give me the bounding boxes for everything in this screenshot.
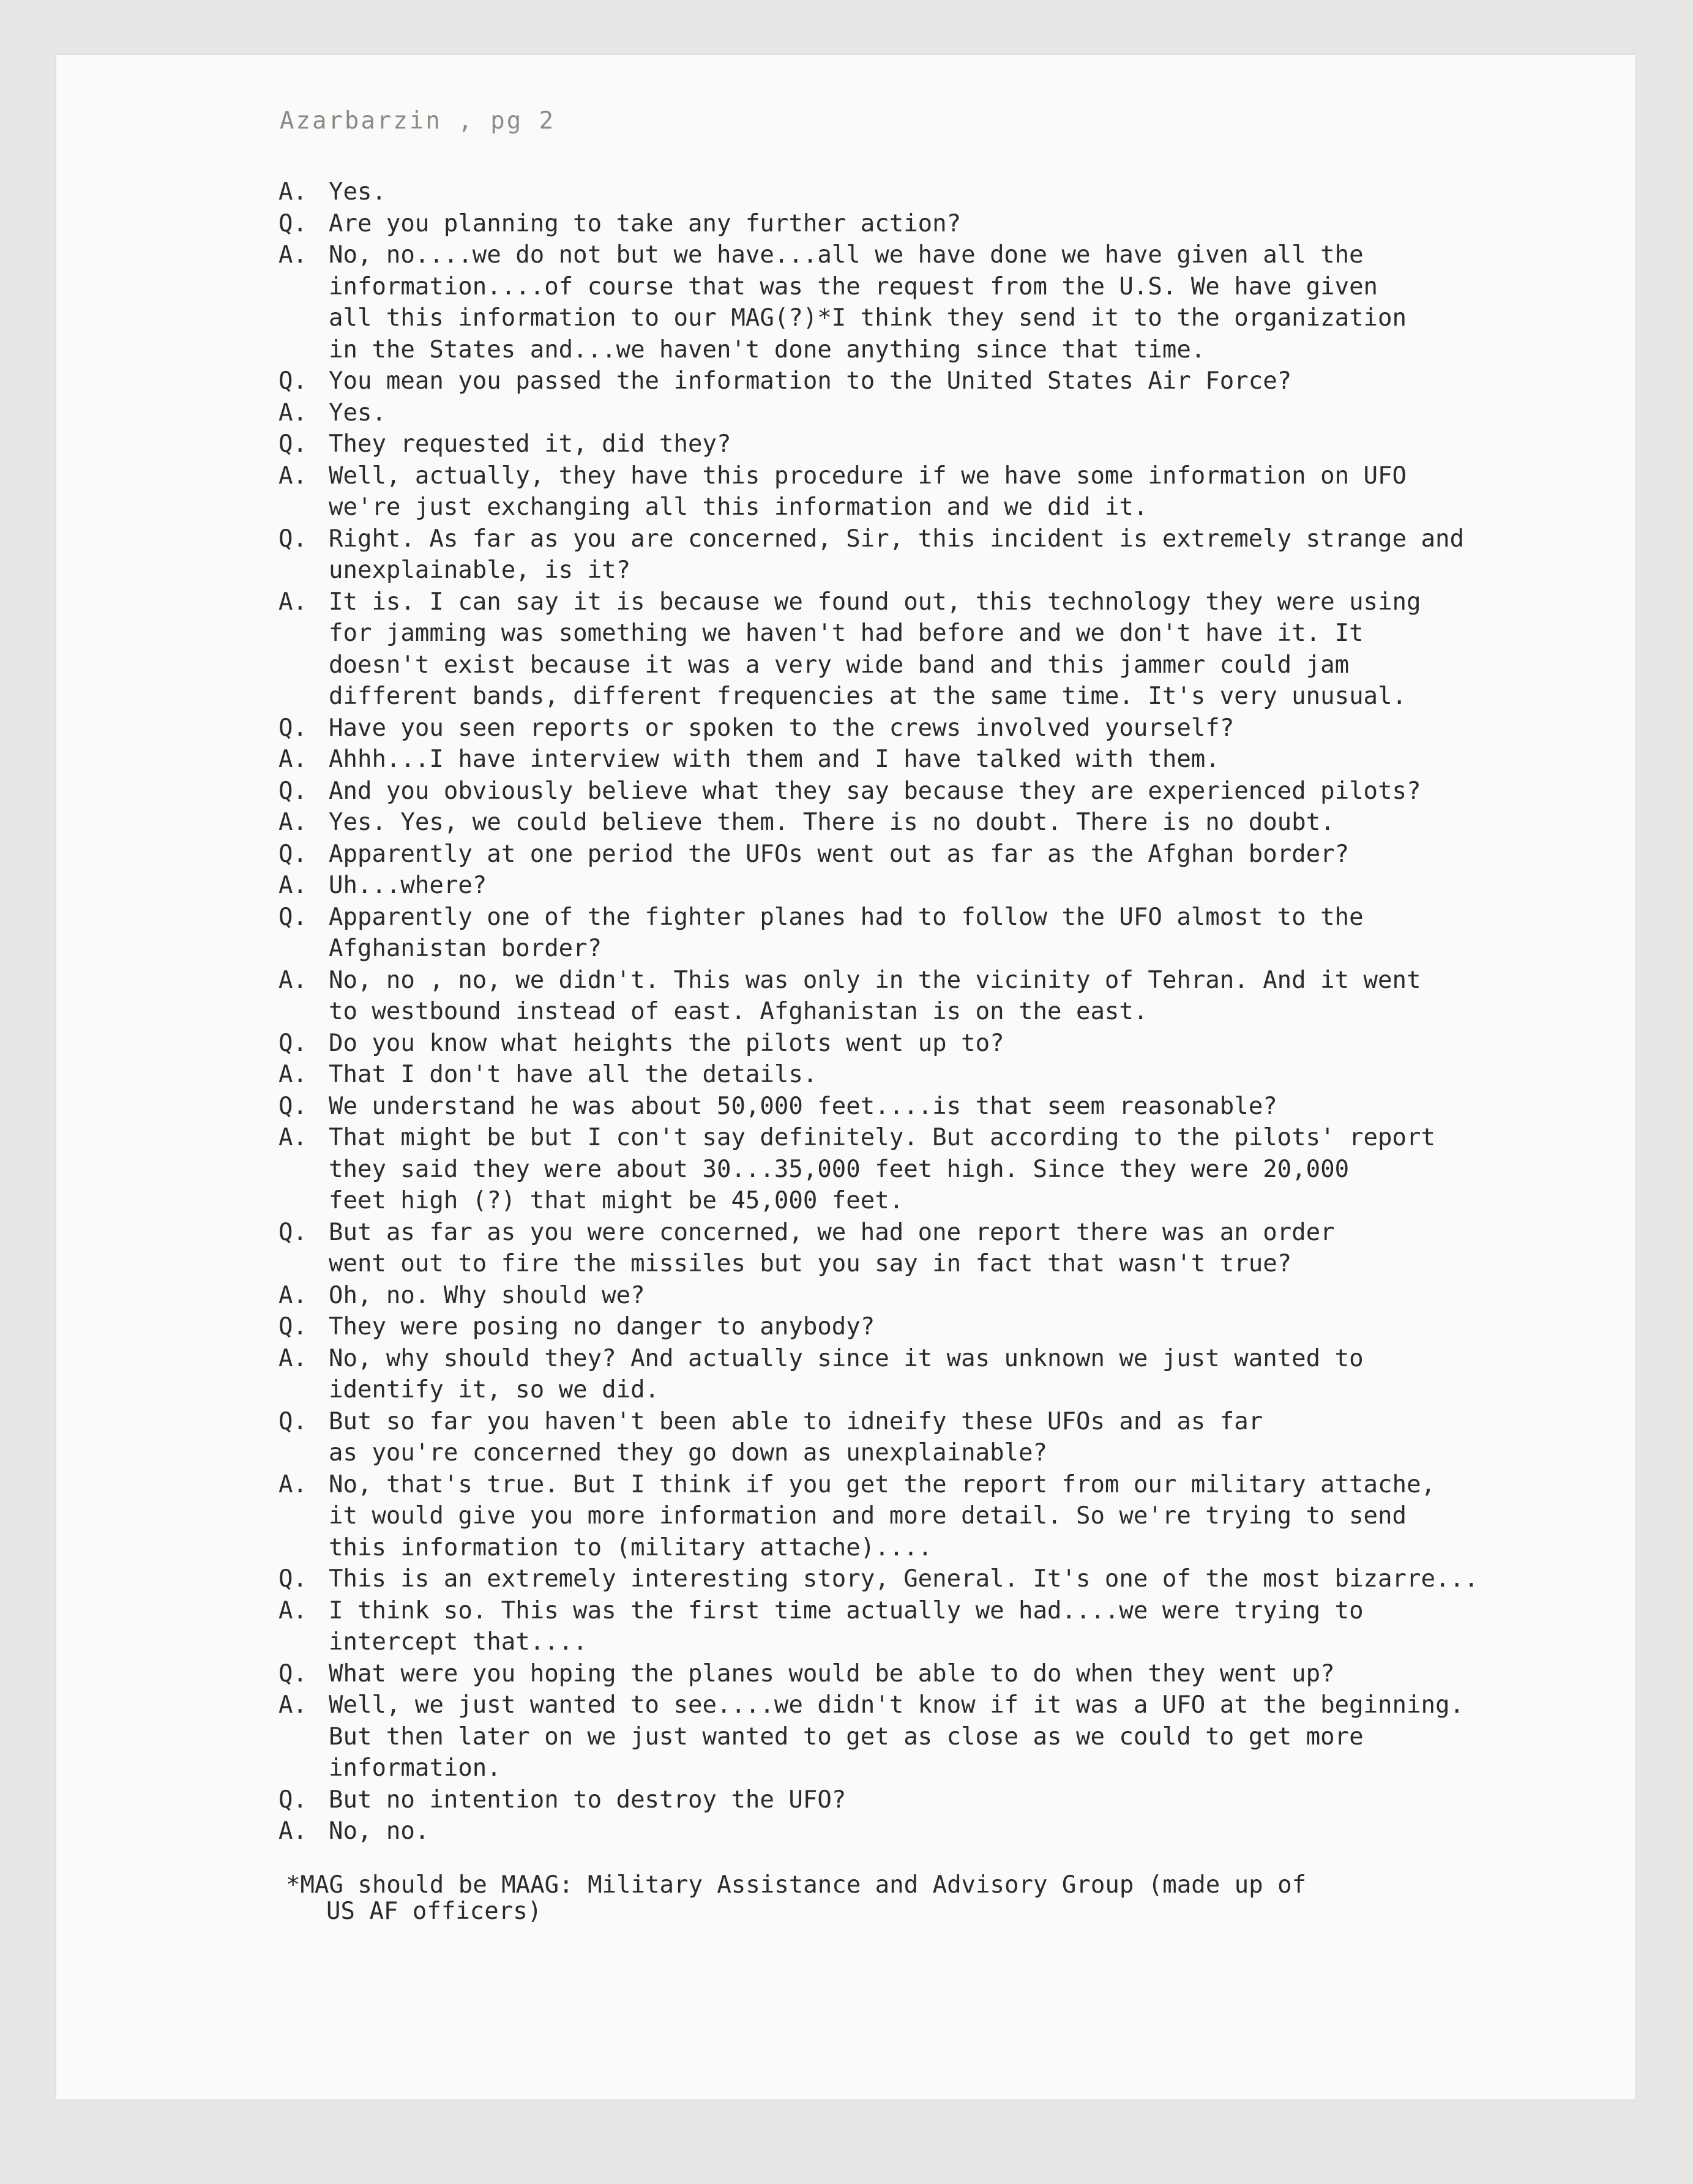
transcript-line: Do you know what heights the pilots went up to? bbox=[329, 1029, 1004, 1057]
footnote-line: *MAG should be MAAG: Military Assistance and Advisory Group (made up of bbox=[286, 1871, 1307, 1899]
transcript-entry bbox=[278, 1406, 1613, 1469]
transcript-line: But then later on we just wanted to get as close as we could to get more bbox=[329, 1722, 1364, 1751]
speaker-label: A. bbox=[278, 462, 307, 490]
transcript-line: Apparently at one period the UFOs went out as far as the Afghan border? bbox=[329, 840, 1350, 868]
transcript-line: No, no , no, we didn't. This was only in the vicinity of Tehran. And it went bbox=[329, 966, 1421, 994]
transcript-line: Right. As far as you are concerned, Sir, this incident is extremely strange and bbox=[329, 525, 1464, 553]
transcript-entry bbox=[278, 1122, 1613, 1217]
transcript-entry bbox=[278, 1028, 1613, 1060]
transcript-line: Ahhh...I have interview with them and I have talked with them. bbox=[329, 746, 1220, 773]
transcript-line: intercept that.... bbox=[329, 1628, 588, 1656]
transcript-entry bbox=[278, 870, 1613, 902]
transcript-line: Yes. bbox=[329, 398, 386, 427]
transcript-entry bbox=[278, 1658, 1613, 1690]
transcript-line: And you obviously believe what they say because they are experienced pilots? bbox=[329, 777, 1421, 805]
transcript-line: doesn't exist because it was a very wide band and this jammer could jam bbox=[329, 651, 1350, 679]
speaker-label: Q. bbox=[278, 1029, 307, 1057]
speaker-label: A. bbox=[278, 872, 307, 899]
transcript-entry bbox=[278, 1563, 1613, 1595]
speaker-label: A. bbox=[278, 1817, 307, 1845]
speaker-label: A. bbox=[278, 1281, 307, 1309]
speaker-label: Q. bbox=[278, 367, 307, 395]
speaker-label: Q. bbox=[278, 1092, 307, 1120]
transcript-entry bbox=[278, 586, 1613, 712]
transcript-line: information. bbox=[329, 1754, 501, 1782]
speaker-label: Q. bbox=[278, 1218, 307, 1246]
transcript-entry bbox=[278, 1816, 1613, 1847]
transcript-line: This is an extremely interesting story, General. It's one of the most bizarre... bbox=[329, 1565, 1479, 1593]
speaker-label: A. bbox=[278, 966, 307, 994]
transcript-line: for jamming was something we haven't had before and we don't have it. It bbox=[329, 619, 1364, 647]
transcript-entry bbox=[278, 807, 1613, 839]
speaker-label: A. bbox=[278, 588, 307, 616]
transcript-entry bbox=[278, 744, 1613, 776]
speaker-label: A. bbox=[278, 241, 307, 269]
speaker-label: Q. bbox=[278, 840, 307, 868]
speaker-label: Q. bbox=[278, 714, 307, 742]
transcript-line: to westbound instead of east. Afghanistan is on the east. bbox=[329, 998, 1148, 1025]
transcript-entry bbox=[278, 239, 1613, 365]
speaker-label: Q. bbox=[278, 1659, 307, 1688]
transcript-entry bbox=[278, 1059, 1613, 1091]
transcript-line: we're just exchanging all this information and we did it. bbox=[329, 493, 1148, 521]
transcript-entry bbox=[278, 428, 1613, 460]
transcript-line: it would give you more information and more detail. So we're trying to send bbox=[329, 1502, 1407, 1530]
interview-transcript bbox=[278, 176, 1613, 1847]
speaker-label: Q. bbox=[278, 1565, 307, 1593]
transcript-line: No, no. bbox=[329, 1817, 430, 1845]
transcript-entry bbox=[278, 208, 1613, 240]
transcript-line: they said they were about 30...35,000 feet high. Since they were 20,000 bbox=[329, 1155, 1350, 1183]
speaker-label: Q. bbox=[278, 525, 307, 553]
transcript-line: in the States and...we haven't done anything since that time. bbox=[329, 335, 1206, 364]
transcript-entry bbox=[278, 397, 1613, 429]
speaker-label: Q. bbox=[278, 1407, 307, 1435]
speaker-label: A. bbox=[278, 1596, 307, 1625]
speaker-label: Q. bbox=[278, 209, 307, 237]
transcript-line: Yes. bbox=[329, 178, 386, 206]
transcript-line: Well, actually, they have this procedure if we have some information on UFO bbox=[329, 462, 1407, 490]
transcript-line: But so far you haven't been able to idneify these UFOs and as far bbox=[329, 1407, 1263, 1435]
transcript-entry bbox=[278, 365, 1613, 397]
transcript-line: feet high (?) that might be 45,000 feet. bbox=[329, 1187, 904, 1214]
transcript-entry bbox=[278, 776, 1613, 807]
speaker-label: Q. bbox=[278, 430, 307, 458]
transcript-line: Oh, no. Why should we? bbox=[329, 1281, 645, 1309]
transcript-line: That might be but I con't say definitely. But according to the pilots' report bbox=[329, 1124, 1435, 1151]
transcript-line: They requested it, did they? bbox=[329, 430, 731, 458]
speaker-label: A. bbox=[278, 746, 307, 773]
footnote-line: US AF officers) bbox=[326, 1898, 542, 1925]
transcript-line: Apparently one of the fighter planes had to follow the UFO almost to the bbox=[329, 903, 1364, 931]
transcript-line: But as far as you were concerned, we had one report there was an order bbox=[329, 1218, 1335, 1246]
speaker-label: A. bbox=[278, 178, 307, 206]
speaker-label: Q. bbox=[278, 1786, 307, 1814]
transcript-entry bbox=[278, 1343, 1613, 1406]
transcript-entry bbox=[278, 1469, 1613, 1564]
page-header: Azarbarzin , pg 2 bbox=[280, 107, 556, 135]
transcript-entry bbox=[278, 1689, 1613, 1784]
transcript-line: No, that's true. But I think if you get the report from our military attache, bbox=[329, 1470, 1435, 1498]
transcript-entry bbox=[278, 1784, 1613, 1816]
transcript-line: Uh...where? bbox=[329, 872, 487, 899]
transcript-line: You mean you passed the information to the United States Air Force? bbox=[329, 367, 1292, 395]
transcript-entry bbox=[278, 460, 1613, 523]
transcript-line: Afghanistan border? bbox=[329, 935, 602, 962]
transcript-entry bbox=[278, 839, 1613, 870]
transcript-line: went out to fire the missiles but you say in fact that wasn't true? bbox=[329, 1250, 1292, 1277]
transcript-line: this information to (military attache).... bbox=[329, 1533, 933, 1561]
speaker-label: A. bbox=[278, 1344, 307, 1372]
speaker-label: Q. bbox=[278, 1313, 307, 1341]
transcript-line: Yes. Yes, we could believe them. There is no doubt. There is no doubt. bbox=[329, 809, 1335, 836]
transcript-entry bbox=[278, 1217, 1613, 1280]
transcript-line: I think so. This was the first time actually we had....we were trying to bbox=[329, 1596, 1364, 1625]
transcript-line: What were you hoping the planes would be able to do when they went up? bbox=[329, 1659, 1335, 1688]
transcript-entry bbox=[278, 965, 1613, 1028]
transcript-line: Well, we just wanted to see....we didn't know if it was a UFO at the beginning. bbox=[329, 1691, 1464, 1719]
speaker-label: A. bbox=[278, 1691, 307, 1719]
transcript-entry bbox=[278, 1595, 1613, 1658]
transcript-line: Are you planning to take any further action? bbox=[329, 209, 962, 237]
transcript-line: as you're concerned they go down as unexplainable? bbox=[329, 1439, 1047, 1467]
transcript-line: But no intention to destroy the UFO? bbox=[329, 1786, 846, 1814]
transcript-entry bbox=[278, 1311, 1613, 1343]
speaker-label: Q. bbox=[278, 777, 307, 805]
transcript-entry bbox=[278, 1091, 1613, 1123]
transcript-line: No, no....we do not but we have...all we have done we have given all the bbox=[329, 241, 1364, 269]
transcript-line: identify it, so we did. bbox=[329, 1376, 660, 1404]
transcript-entry bbox=[278, 902, 1613, 965]
speaker-label: A. bbox=[278, 398, 307, 427]
transcript-line: information....of course that was the request from the U.S. We have given bbox=[329, 272, 1378, 301]
transcript-entry bbox=[278, 523, 1613, 586]
transcript-entry bbox=[278, 176, 1613, 208]
transcript-line: That I don't have all the details. bbox=[329, 1061, 818, 1088]
transcript-line: No, why should they? And actually since it was unknown we just wanted to bbox=[329, 1344, 1364, 1372]
transcript-line: unexplainable, is it? bbox=[329, 556, 631, 584]
transcript-entry bbox=[278, 1280, 1613, 1312]
transcript-entry bbox=[278, 712, 1613, 744]
transcript-line: They were posing no danger to anybody? bbox=[329, 1313, 875, 1341]
speaker-label: A. bbox=[278, 809, 307, 836]
transcript-line: We understand he was about 50,000 feet....is that seem reasonable? bbox=[329, 1092, 1277, 1120]
transcript-line: It is. I can say it is because we found out, this technology they were using bbox=[329, 588, 1421, 616]
transcript-line: different bands, different frequencies at the same time. It's very unusual. bbox=[329, 682, 1407, 710]
speaker-label: Q. bbox=[278, 903, 307, 931]
speaker-label: A. bbox=[278, 1061, 307, 1088]
speaker-label: A. bbox=[278, 1124, 307, 1151]
speaker-label: A. bbox=[278, 1470, 307, 1498]
transcript-line: all this information to our MAG(?)*I think they send it to the organization bbox=[329, 304, 1407, 332]
transcript-line: Have you seen reports or spoken to the crews involved yourself? bbox=[329, 714, 1235, 742]
footnote bbox=[286, 1872, 1306, 1924]
